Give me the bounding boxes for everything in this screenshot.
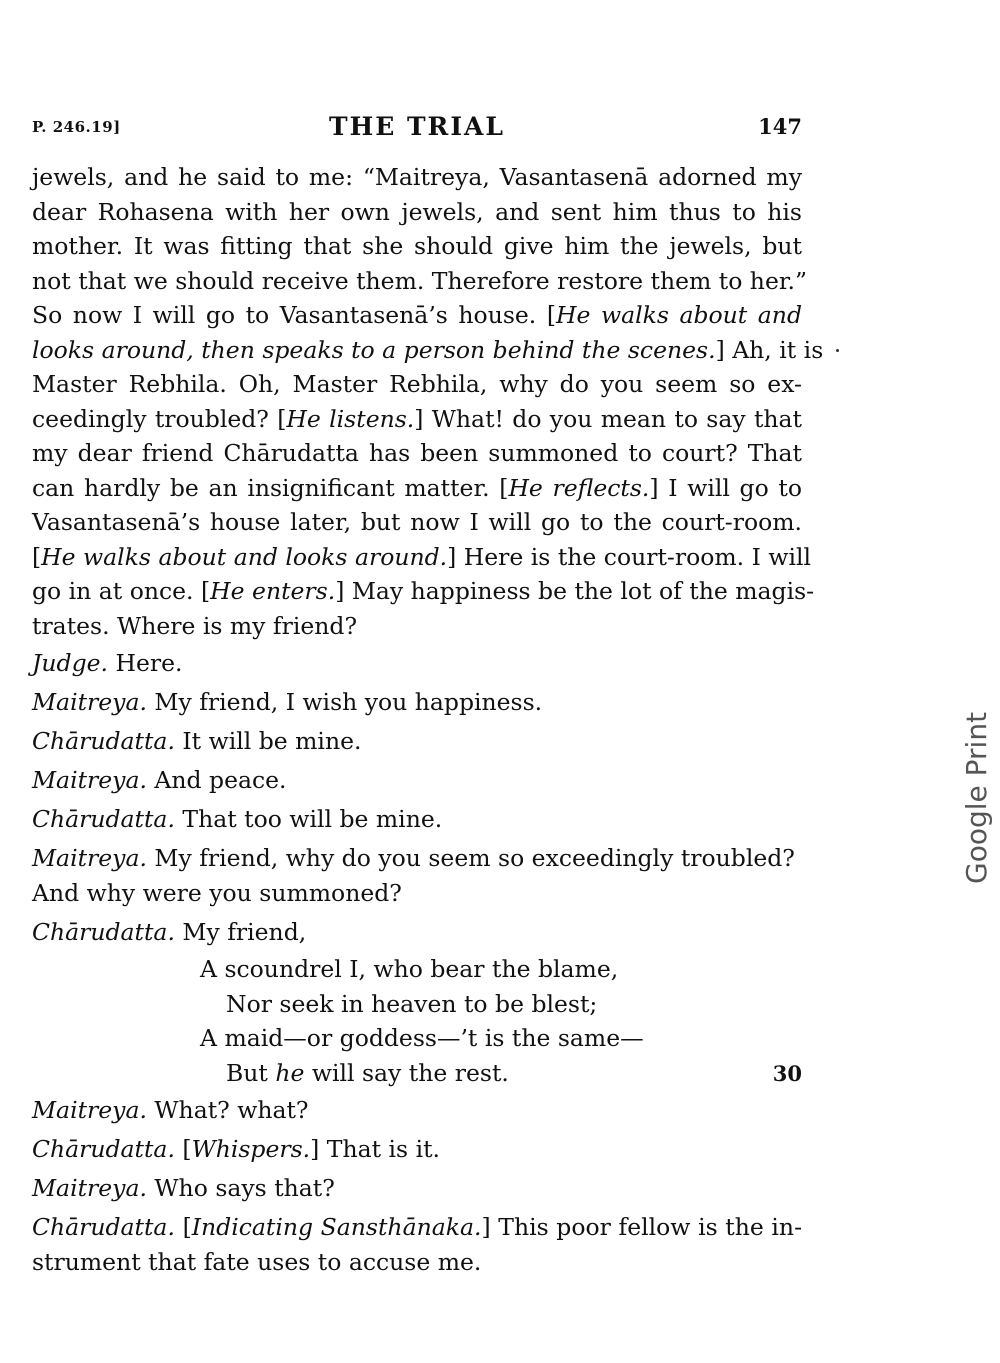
google-print-watermark: Google Print [960, 711, 993, 884]
dialogue-line: Maitreya. My friend, why do you seem so exceedingly troubled? And why were you summoned? [32, 844, 795, 907]
stage-direction: He reflects. [508, 473, 650, 502]
speaker-name: Maitreya. [32, 1096, 147, 1124]
page-number: 147 [758, 114, 802, 139]
text-line: [He walks about and looks around.] Here is the court-room. I will [32, 542, 812, 571]
speaker-name: Chārudatta. [32, 1135, 175, 1163]
stage-direction: He walks about and [556, 301, 802, 329]
text-line: Master Rebhila. Oh, Master Rebhila, why do you seem so ex- [32, 370, 802, 398]
text-line: can hardly be an insignificant matter. [He reflects.] I will go to [32, 473, 803, 502]
speck [836, 349, 839, 352]
stage-direction: looks around, then speaks to a person behind the scenes. [32, 335, 716, 364]
dialogue-line: Maitreya. Who says that? [32, 1174, 335, 1202]
verse-stanza [200, 952, 802, 1090]
text-line: go in at once. [He enters.] May happiness be the lot of the magis- [32, 577, 815, 605]
dialogue-line: Maitreya. My friend, I wish you happiness. [32, 688, 543, 716]
verse-line: A maid—or goddess—’t is the same— [200, 1024, 644, 1052]
dialogue-line: Maitreya. What? what? [32, 1096, 309, 1124]
speaker-name: Maitreya. [32, 1174, 147, 1202]
stage-direction: Indicating Sansthānaka. [191, 1213, 482, 1241]
speaker-name: Chārudatta. [32, 1213, 175, 1241]
chapter-title: THE TRIAL [328, 112, 506, 141]
text-line: mother. It was fitting that she should give him the jewels, but [32, 232, 802, 260]
speaker-name: Judge. [32, 649, 109, 677]
running-header [32, 112, 802, 142]
speaker-name: Chārudatta. [32, 918, 175, 946]
dialogue-line: Chārudatta. [Indicating Sansthānaka.] This poor fellow is the in- strument that fate uses to accuse me. [32, 1213, 803, 1276]
speaker-name: Maitreya. [32, 844, 147, 872]
text-line: not that we should receive them. Therefore restore them to her.” [32, 266, 807, 295]
verse-line: Nor seek in heaven to be blest; [226, 989, 598, 1018]
stage-direction: He walks about and looks around. [41, 542, 448, 571]
stage-direction: He enters. [210, 577, 336, 605]
stage-direction: Whispers. [191, 1135, 311, 1163]
text-line: looks around, then speaks to a person behind the scenes.] Ah, it is [32, 335, 824, 364]
verse-number: 30 [772, 1061, 802, 1086]
text-line: trates. Where is my friend? [32, 611, 358, 640]
watermark [960, 700, 1000, 900]
verse-line: A scoundrel I, who bear the blame, [200, 955, 619, 983]
dialogue-line: Chārudatta. My friend, [32, 918, 307, 946]
maitreya-speech [32, 160, 824, 643]
stage-direction: He listens. [286, 404, 415, 433]
text-line: Vasantasenā’s house later, but now I will go to the court-room. [32, 508, 802, 536]
text-line: my dear friend Chārudatta has been summoned to court? That [32, 439, 802, 467]
text-line: So now I will go to Vasantasenā’s house. [He walks about and [32, 301, 802, 329]
dialogue-line: Chārudatta. It will be mine. [32, 727, 362, 755]
dialogue-line: Chārudatta. [Whispers.] That is it. [32, 1135, 441, 1163]
speaker-name: Chārudatta. [32, 727, 175, 755]
text-line: jewels, and he said to me: “Maitreya, Vasantasenā adorned my [32, 163, 802, 191]
speaker-name: Maitreya. [32, 766, 147, 794]
speaker-name: Maitreya. [32, 688, 147, 716]
verse-line: But he will say the rest. [226, 1058, 509, 1087]
dialogue-line: Judge. Here. [32, 649, 183, 677]
text-line: ceedingly troubled? [He listens.] What! do you mean to say that [32, 404, 803, 433]
speaker-name: Chārudatta. [32, 805, 175, 833]
dialogue-line: Chārudatta. That too will be mine. [32, 805, 443, 833]
dialogue-line: Maitreya. And peace. [32, 766, 287, 794]
text-line: dear Rohasena with her own jewels, and sent him thus to his [32, 197, 802, 226]
page-reference: P. 246.19] [32, 118, 121, 136]
